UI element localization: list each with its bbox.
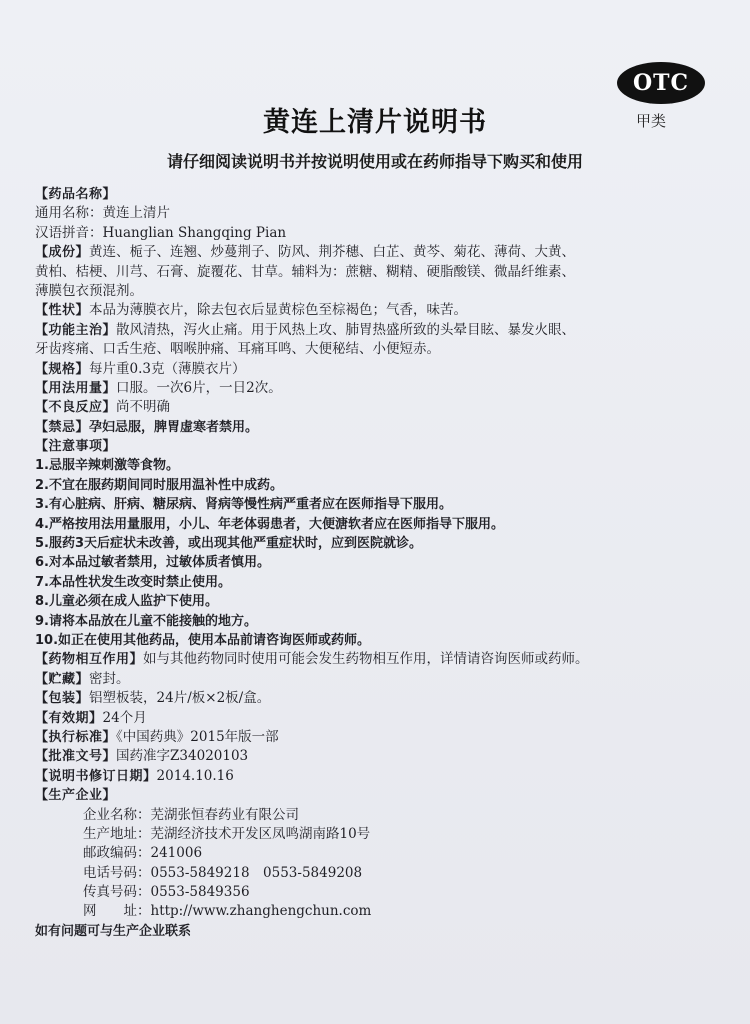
composition-line-3: 薄膜包衣预混剂。 (35, 282, 143, 299)
adverse-line (35, 398, 725, 417)
generic-name: 通用名称：黄连上清片 (35, 205, 170, 222)
interactions-text: 如与其他药物同时使用可能会发生药物相互作用，详情请咨询医师或药师。 (143, 651, 589, 668)
contraindications-heading: 【 禁忌 】 (35, 420, 89, 435)
composition-line-1 (35, 243, 725, 262)
spec-text: 每片重0.3克（薄膜衣片） (89, 360, 246, 377)
validity-line (35, 709, 725, 728)
manufacturer-section (35, 786, 725, 805)
contraindications-line (35, 418, 725, 437)
document-subtitle: 请仔细阅读说明书并按说明使用或在药师指导下购买和使用 (166, 152, 583, 171)
adverse-heading: 【 不良反应 】 (35, 400, 116, 415)
manufacturer-name: 企业名称：芜湖张恒春药业有限公司 (83, 806, 299, 823)
indications-text: 散风清热，泻火止痛。用于风热上攻、肺胃热盛所致的头晕目眩、暴发火眼、 (116, 321, 576, 338)
precaution-item: 9.请将本品放在儿童不能接触的地方。 (35, 613, 257, 629)
manufacturer-address: 生产地址：芜湖经济技术开发区凤鸣湖南路10号 (83, 825, 371, 842)
pinyin-name: 汉语拼音：Huanglian Shangqing Pian (35, 224, 287, 241)
approval-text: 国药准字Z34020103 (116, 748, 249, 765)
revision-line (35, 767, 725, 786)
spec-line (35, 360, 725, 379)
properties-line (35, 301, 725, 320)
interactions-line (35, 650, 725, 669)
adverse-text: 尚不明确 (116, 399, 171, 416)
otc-class-label: 甲类 (636, 112, 667, 130)
precaution-item: 1.忌服辛辣刺激等食物。 (35, 458, 179, 474)
otc-badge: OTC (617, 62, 705, 104)
approval-line (35, 747, 725, 766)
spec-heading: 【 规格 】 (35, 362, 89, 377)
precaution-item: 2.不宜在服药期间同时服用温补性中成药。 (35, 477, 283, 493)
indications-heading: 【 功能主治 】 (35, 323, 116, 338)
contact-footer: 如有问题可与生产企业联系 (35, 923, 192, 939)
document-title: 黄连上清片说明书 (263, 107, 487, 138)
storage-heading: 【 贮藏 】 (35, 672, 89, 687)
validity-heading: 【 有效期 】 (35, 711, 103, 726)
drug-name-section (35, 185, 725, 204)
dosage-heading: 【 用法用量 】 (35, 381, 116, 396)
precaution-item: 3.有心脏病、肝病、糖尿病、肾病等慢性病严重者应在医师指导下服用。 (35, 497, 452, 513)
indications-line-2: 牙齿疼痛、口舌生疮、咽喉肿痛、耳痛耳鸣、大便秘结、小便短赤。 (35, 341, 440, 358)
leaflet-body (35, 185, 725, 941)
precaution-item: 5.服药3天后症状未改善，或出现其他严重症状时，应到医院就诊。 (35, 536, 423, 552)
interactions-heading: 【 药物相互作用 】 (35, 652, 143, 667)
revision-text: 2014.10.16 (156, 767, 234, 784)
manufacturer-fax: 传真号码：0553-5849356 (83, 884, 250, 901)
precaution-item: 4.严格按用法用量服用，小儿、年老体弱患者，大便溏软者应在医师指导下服用。 (35, 516, 504, 532)
standard-text: 《中国药典》2015年版一部 (116, 728, 279, 745)
standard-line (35, 728, 725, 747)
dosage-text: 口服。一次6片，一日2次。 (116, 379, 282, 396)
manufacturer-heading: 【 生产企业 】 (35, 788, 116, 803)
package-line (35, 689, 725, 708)
precautions-section (35, 437, 725, 456)
storage-line (35, 670, 725, 689)
standard-heading: 【 执行标准 】 (35, 730, 116, 745)
precaution-item: 7.本品性状发生改变时禁止使用。 (35, 574, 231, 590)
package-text: 铝塑板装，24片/板×2板/盒。 (89, 690, 271, 707)
contraindications-text: 孕妇忌服，脾胃虚寒者禁用。 (89, 419, 259, 435)
revision-heading: 【 说明书修订日期 】 (35, 769, 157, 784)
package-heading: 【 包装 】 (35, 691, 89, 706)
composition-heading: 【 成份 】 (35, 245, 89, 260)
manufacturer-postcode: 邮政编码：241006 (83, 845, 203, 862)
precautions-heading: 【 注意事项 】 (35, 439, 116, 454)
storage-text: 密封。 (89, 670, 130, 687)
approval-heading: 【 批准文号 】 (35, 749, 116, 764)
composition-text: 黄连、栀子、连翘、炒蔓荆子、防风、荆芥穗、白芷、黄芩、菊花、薄荷、大黄、 (89, 244, 576, 261)
manufacturer-phone: 电话号码：0553-5849218 0553-5849208 (83, 864, 363, 881)
properties-text: 本品为薄膜衣片，除去包衣后显黄棕色至棕褐色；气香，味苦。 (89, 302, 468, 319)
properties-heading: 【 性状 】 (35, 303, 89, 318)
validity-text: 24个月 (102, 709, 147, 726)
indications-line-1 (35, 321, 725, 340)
precaution-item: 10.如正在使用其他药品，使用本品前请咨询医师或药师。 (35, 632, 371, 648)
composition-line-2: 黄柏、桔梗、川芎、石膏、旋覆花、甘草。辅料为：蔗糖、糊精、硬脂酸镁、微晶纤维素、 (35, 263, 575, 280)
manufacturer-website: 网 址：http://www.zhanghengchun.com (83, 903, 372, 920)
dosage-line (35, 379, 725, 398)
drug-name-heading: 【 药品名称 】 (35, 187, 116, 202)
precaution-item: 6.对本品过敏者禁用，过敏体质者慎用。 (35, 555, 270, 571)
precaution-item: 8.儿童必须在成人监护下使用。 (35, 594, 218, 610)
